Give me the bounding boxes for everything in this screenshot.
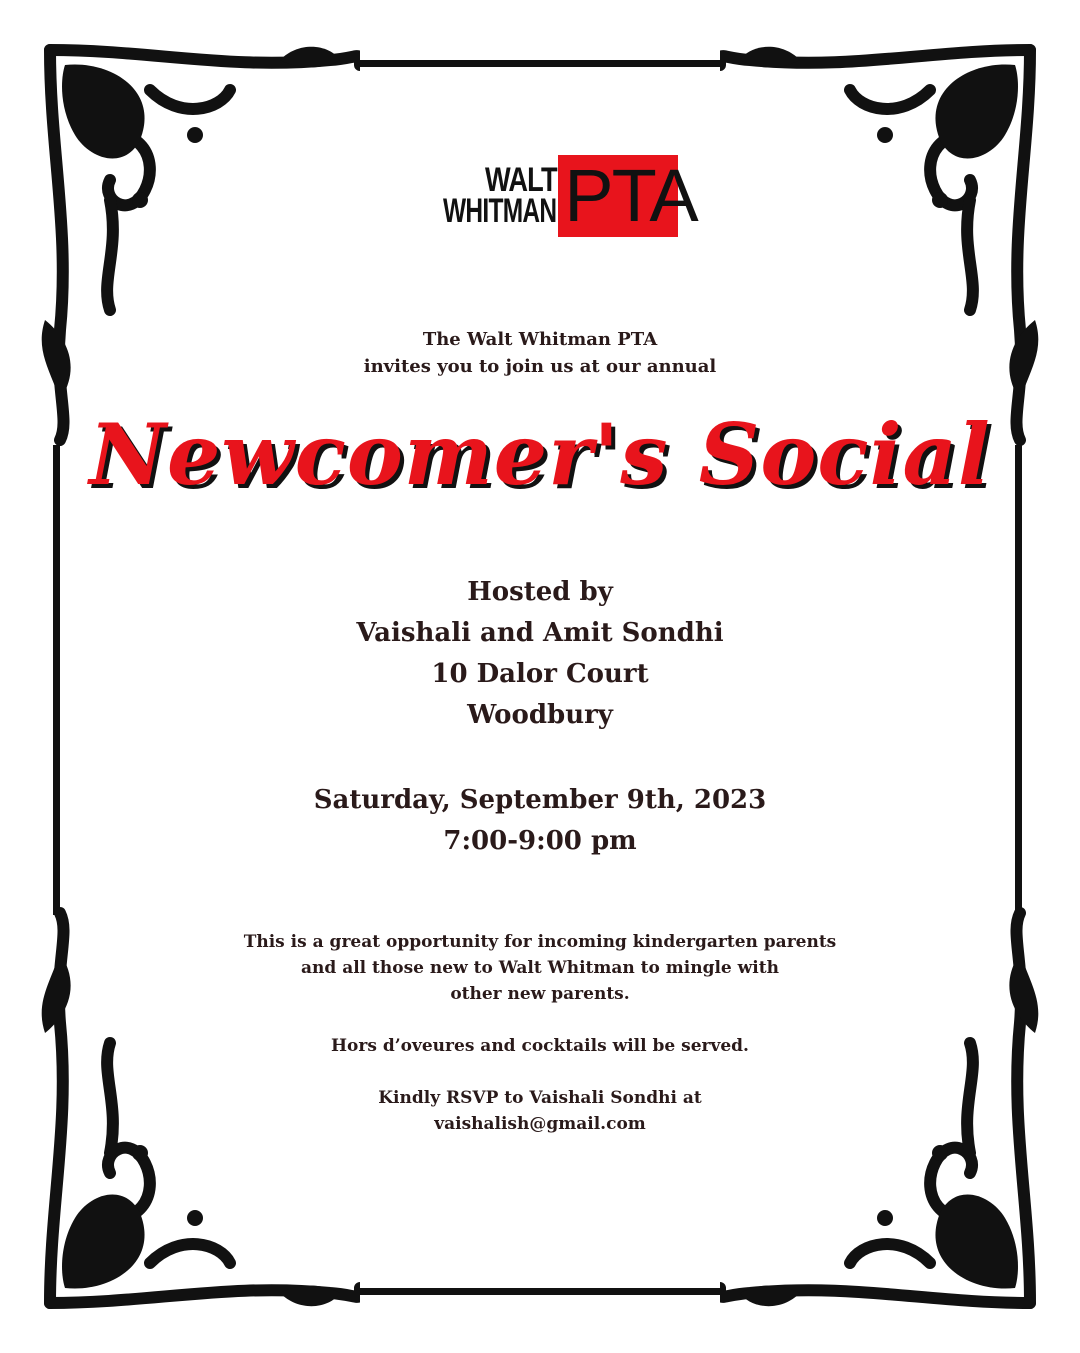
intro-line-1: The Walt Whitman PTA: [422, 329, 658, 350]
logo-wordmark: [399, 155, 558, 237]
event-datetime: [0, 780, 1080, 862]
host-info: [0, 572, 1080, 736]
host-town: Woodbury: [467, 700, 613, 730]
description-line-2: and all those new to Walt Whitman to mingle with: [301, 958, 779, 978]
ornament-corner-top-right-icon: [720, 30, 1050, 450]
intro-line-2: invites you to join us at our annual: [363, 356, 717, 377]
frame-top-line: [360, 60, 720, 67]
event-time: 7:00-9:00 pm: [443, 826, 637, 856]
frame-bottom-line: [360, 1288, 720, 1295]
logo-pta-badge: PTA: [558, 155, 678, 237]
description-line-1: This is a great opportunity for incoming kindergarten parents: [243, 932, 837, 952]
rsvp-email: vaishalish@gmail.com: [434, 1114, 646, 1134]
logo-line-2: WHITMAN: [443, 192, 557, 230]
description-line-3: other new parents.: [450, 984, 630, 1004]
pta-logo: [399, 154, 697, 237]
description-paragraph: [0, 929, 1080, 1007]
host-address: 10 Dalor Court: [431, 659, 649, 689]
host-names: Vaishali and Amit Sondhi: [356, 618, 724, 648]
intro-text: [0, 326, 1080, 380]
rsvp-line: Kindly RSVP to Vaishali Sondhi at: [378, 1088, 702, 1108]
event-date: Saturday, September 9th, 2023: [313, 785, 767, 815]
hosted-by-label: Hosted by: [467, 577, 613, 607]
rsvp-paragraph: [0, 1085, 1080, 1137]
logo-line-1: WALT: [484, 160, 557, 199]
event-title: Newcomer's Social: [89, 405, 991, 504]
event-details: [0, 929, 1080, 1163]
ornament-corner-top-left-icon: [30, 30, 360, 450]
refreshments-text: Hors d’oveures and cocktails will be served.: [331, 1036, 749, 1056]
